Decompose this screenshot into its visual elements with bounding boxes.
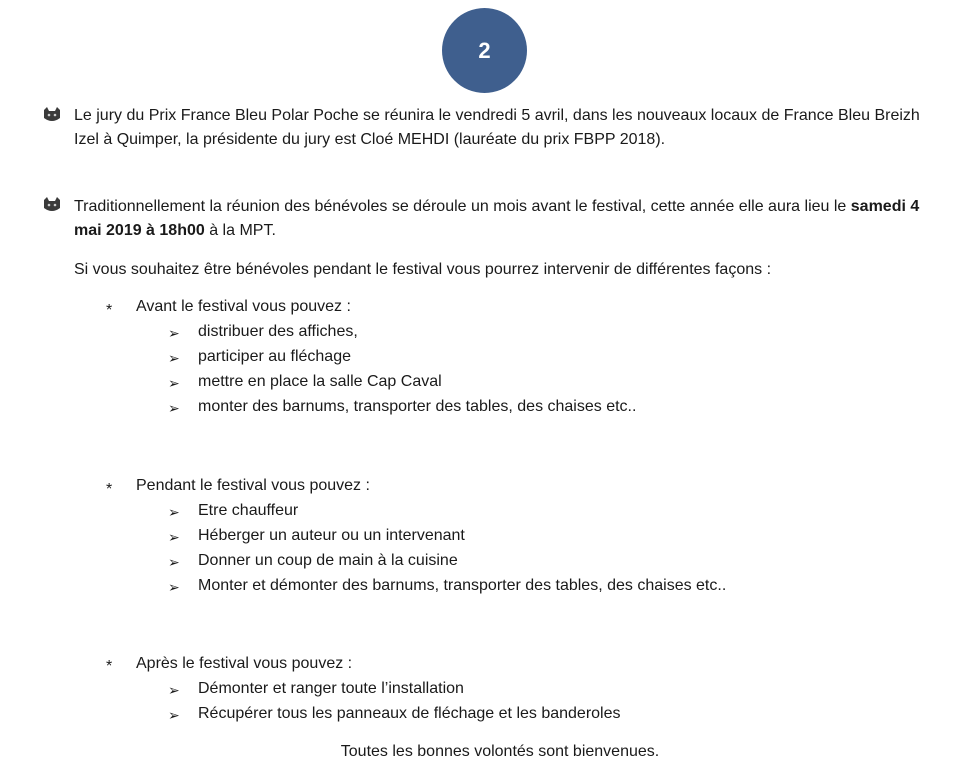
list-item: Héberger un auteur ou un intervenant [198,527,465,544]
list-item: Démonter et ranger toute l’installation [198,680,464,697]
arrow-bullet-icon: ➢ [168,579,180,595]
list-item: monter des barnums, transporter des tables, des chaises etc.. [198,398,637,415]
section-title-during: Pendant le festival vous pouvez : [136,477,370,494]
page-number: 2 [478,37,491,63]
cat-bullet-icon [42,106,62,124]
star-bullet: * [106,481,113,498]
list-item: Etre chauffeur [198,502,299,519]
section-title-after: Après le festival vous pouvez : [136,655,353,672]
list-item: Donner un coup de main à la cuisine [198,552,458,569]
list-item: Monter et démonter des barnums, transporter des tables, des chaises etc.. [198,577,727,594]
arrow-bullet-icon: ➢ [168,682,180,698]
arrow-bullet-icon: ➢ [168,504,180,520]
list-item: participer au fléchage [198,348,351,365]
list-item: distribuer des affiches, [198,323,358,340]
meeting-date: samedi 4 mai 2019 à 18h00 [74,198,920,239]
page-number-badge [442,8,527,93]
arrow-bullet-icon: ➢ [168,554,180,570]
paragraph-volunteers-meeting [74,195,934,243]
list-item: mettre en place la salle Cap Caval [198,373,442,390]
arrow-bullet-icon: ➢ [168,400,180,416]
paragraph-jury: Le jury du Prix France Bleu Polar Poche se réunira le vendredi 5 avril, dans les nouveaux locaux de France Bleu Breizh Izel à Quimper, la présidente du jury est Cloé MEHDI (lauréate du prix FBPP 2018). [74,107,920,148]
star-bullet: * [106,302,113,319]
meeting-text-after: à la MPT. [204,222,276,239]
arrow-bullet-icon: ➢ [168,325,180,341]
star-bullet: * [106,658,113,675]
arrow-bullet-icon: ➢ [168,375,180,391]
intro-text: Si vous souhaitez être bénévoles pendant le festival vous pourrez intervenir de différentes façons : [74,261,772,278]
arrow-bullet-icon: ➢ [168,707,180,723]
section-title-before: Avant le festival vous pouvez : [136,298,351,315]
closing-text: Toutes les bonnes volontés sont bienvenues. [340,743,660,760]
meeting-text-before: Traditionnellement la réunion des bénévoles se déroule un mois avant le festival, cette année elle aura lieu le [74,198,851,215]
arrow-bullet-icon: ➢ [168,529,180,545]
arrow-bullet-icon: ➢ [168,350,180,366]
list-item: Récupérer tous les panneaux de fléchage et les banderoles [198,705,621,722]
cat-bullet-icon [42,196,62,214]
